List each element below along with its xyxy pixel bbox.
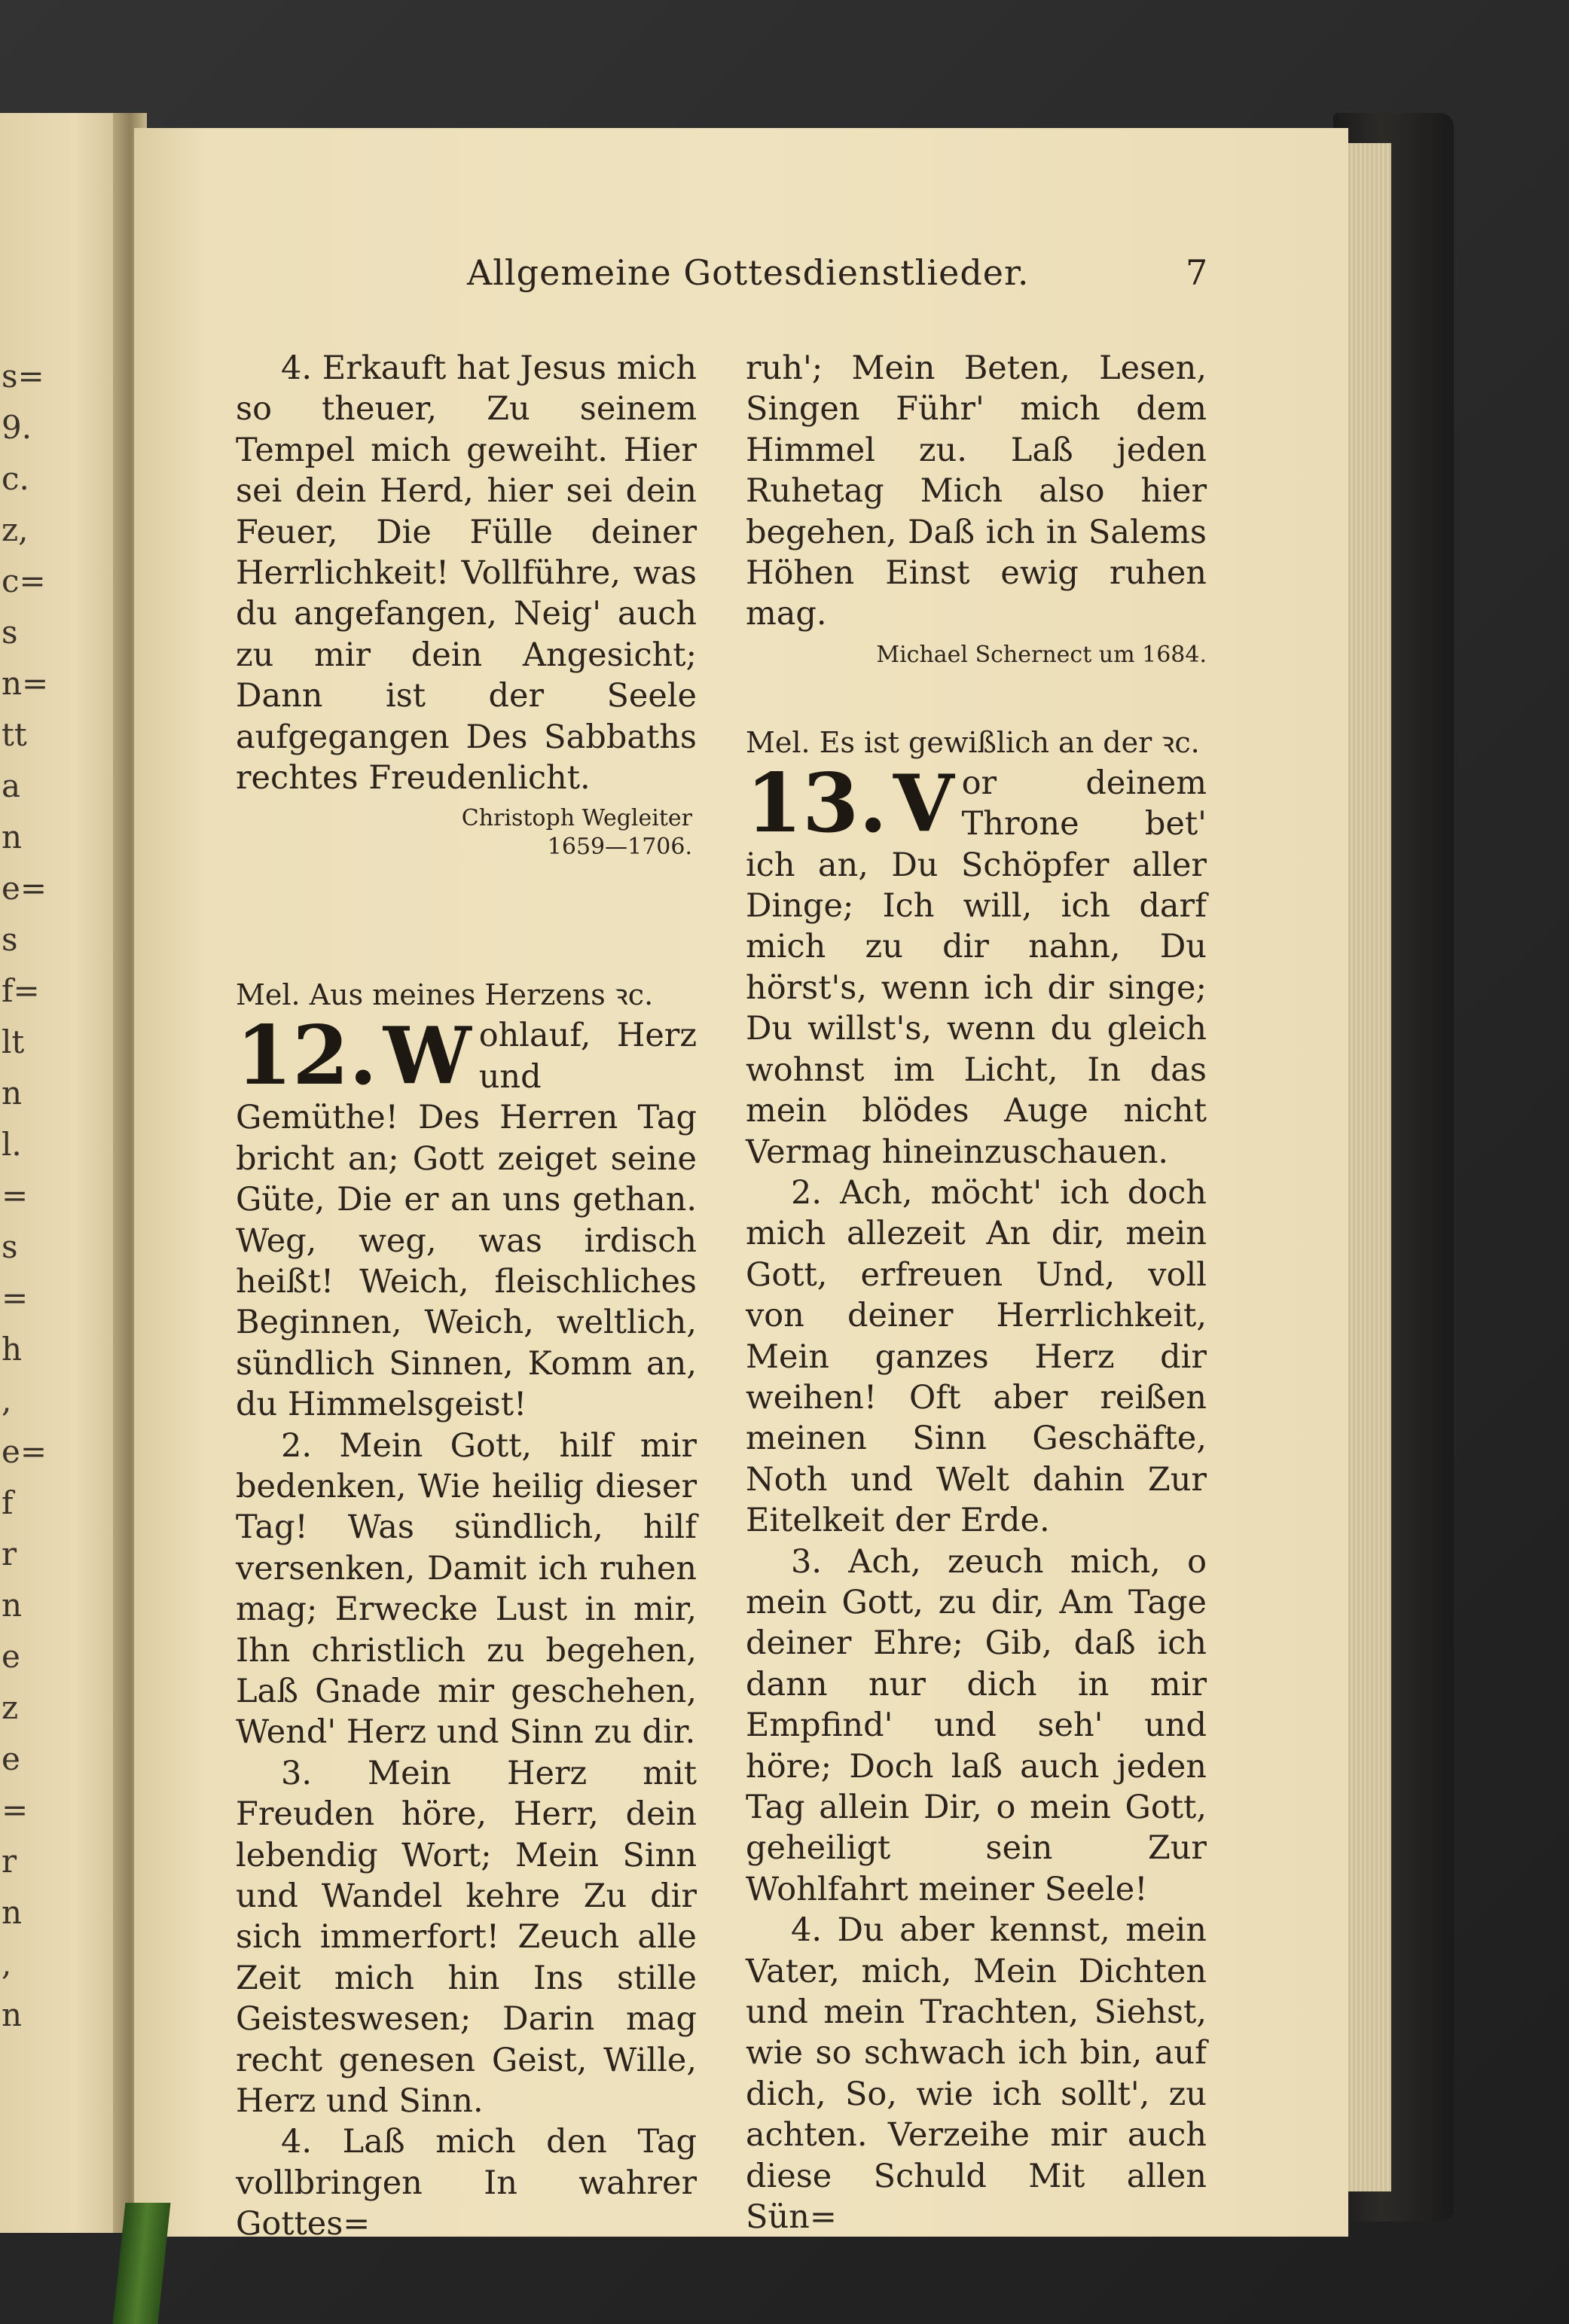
margin-fragment: e= (2, 1433, 47, 1470)
margin-fragment: h (2, 1331, 23, 1368)
margin-fragment: 9. (2, 409, 32, 446)
hymn11-verse4: 4. Erkauft hat Jesus mich so theuer, Zu seinem Tempel mich geweiht. Hier sei dein Herd, hier sei dein Feuer, Die Fülle deiner Herrlichkeit! Vollführe, was du angefangen, Neig' auch zu mir dein Angesicht; Dann ist der Seele aufgegangen Des Sabbaths rechtes Freudenlicht. (236, 349, 697, 798)
hymn12-verse2: 2. Mein Gott, hilf mir bedenken, Wie heilig dieser Tag! Was sündlich, hilf versenken, Damit ich ruhen mag; Erwecke Lust in mir, Ihn christlich zu begehen, Laß Gnade mir geschehen, Wend' Herz und Sinn zu dir. (236, 1426, 697, 1752)
attribution-name: Christoph Wegleiter (461, 805, 692, 832)
margin-fragment: e (2, 1638, 20, 1675)
margin-fragment: n (2, 1894, 23, 1931)
hymn13-verse1 (746, 755, 1207, 1173)
hymn12-verse4: 4. Laß mich den Tag vollbringen In wahrer Gottes= (236, 2123, 697, 2243)
hymn13-verse4: 4. Du aber kennst, mein Vater, mich, Mein Dichten und mein Trachten, Siehst, wie so schwach ich bin, auf dich, So, wie ich sollt', zu achten. Verzeihe mir auch diese Schuld Mit allen Sün= (746, 1911, 1207, 2237)
margin-fragment: f (2, 1484, 14, 1521)
hymn12-drop-initial: W (383, 1009, 472, 1103)
hymn12-continuation: ruh'; Mein Beten, Lesen, Singen Führ' mich dem Himmel zu. Laß jeden Ruhetag Mich also hier begehen, Daß ich in Salems Höhen Einst ewig ruhen mag. (746, 349, 1207, 633)
left-page-margin-fragments (0, 0, 49, 2324)
hymn11-attribution (236, 804, 697, 862)
margin-fragment: e (2, 1740, 20, 1777)
margin-fragment: n (2, 1075, 23, 1112)
right-text-column (746, 348, 1207, 2237)
margin-fragment: , (2, 1382, 12, 1419)
margin-fragment: z, (2, 511, 29, 548)
hymn13-verse3: 3. Ach, zeuch mich, o mein Gott, zu dir, Am Tage deiner Ehre; Gib, daß ich dann nur dich in mir Empfind' und seh' und höre; Doch laß auch jeden Tag allein Dir, o mein Gott, geheiligt sein Zur Wohlfahrt meiner Seele! (746, 1542, 1207, 1908)
margin-fragment: l. (2, 1126, 22, 1163)
margin-fragment: r (2, 1536, 17, 1572)
hymn13-melody: Mel. Es ist gewißlich an der ꝛc. (746, 725, 1200, 759)
margin-fragment: = (2, 1279, 29, 1316)
left-text-column (236, 348, 697, 2245)
margin-fragment: tt (2, 716, 27, 753)
margin-fragment: s= (2, 358, 44, 395)
hymn12-verse1-text: ohlauf, Herz und Gemüthe! Des Herren Tag bricht an; Gott zeiget seine Güte, Die er an uns gethan. Weg, weg, was irdisch heißt! Weich, fleischliches Beginnen, Weich, weltlich, sündlich Sinnen, Komm an, du Himmelsgeist! (236, 1017, 697, 1424)
margin-fragment: s (2, 614, 18, 651)
page-number: 7 (1186, 252, 1208, 293)
margin-fragment: n (2, 819, 23, 855)
margin-fragment: n (2, 1996, 23, 2033)
margin-fragment: c. (2, 460, 29, 497)
hymn13-verse1-text: or deinem Throne bet' ich an, Du Schöpfer aller Dinge; Ich will, ich darf mich zu dir nahn, Du hörst's, wenn ich dir singe; Du willst's, wenn du gleich wohnst im Licht, In das mein blödes Auge nicht Vermag hineinzuschauen. (746, 764, 1207, 1171)
margin-fragment: n= (2, 665, 49, 702)
margin-fragment: c= (2, 563, 46, 599)
margin-fragment: = (2, 1792, 29, 1828)
margin-fragment: z (2, 1689, 19, 1726)
margin-fragment: e= (2, 870, 47, 907)
hymn13-drop-initial: V (893, 756, 954, 849)
margin-fragment: n (2, 1587, 23, 1624)
margin-fragment: f= (2, 972, 40, 1009)
hymn12-number: 12. (236, 1008, 377, 1104)
margin-fragment: s (2, 921, 18, 958)
margin-fragment: r (2, 1843, 17, 1880)
margin-fragment: s (2, 1228, 18, 1265)
hymn12-attribution: Michael Schernect um 1684. (876, 641, 1207, 668)
margin-fragment: lt (2, 1023, 25, 1060)
hymn12-melody: Mel. Aus meines Herzens ꝛc. (236, 978, 654, 1012)
hymn12-verse3: 3. Mein Herz mit Freuden höre, Herr, dein lebendig Wort; Mein Sinn und Wandel kehre Zu dir sich immerfort! Zeuch alle Zeit mich hin Ins stille Geisteswesen; Darin mag recht genesen Geist, Wille, Herz und Sinn. (236, 1754, 697, 2121)
margin-fragment: = (2, 1177, 29, 1214)
margin-fragment: a (2, 767, 21, 804)
attribution-years: 1659—1706. (547, 834, 692, 861)
margin-fragment: , (2, 1945, 12, 1982)
hymn13-verse2: 2. Ach, möcht' ich doch mich allezeit An dir, mein Gott, erfreuen Und, voll von deiner Herrlichkeit, Mein ganzes Herz dir weihen! Oft aber reißen meinen Sinn Geschäfte, Noth und Welt dahin Zur Eitelkeit der Erde. (746, 1173, 1207, 1540)
running-header-title: Allgemeine Gottesdienstlieder. (467, 252, 1030, 293)
hymn13-number: 13. (746, 755, 887, 851)
hymn12-verse1 (236, 1008, 697, 1425)
